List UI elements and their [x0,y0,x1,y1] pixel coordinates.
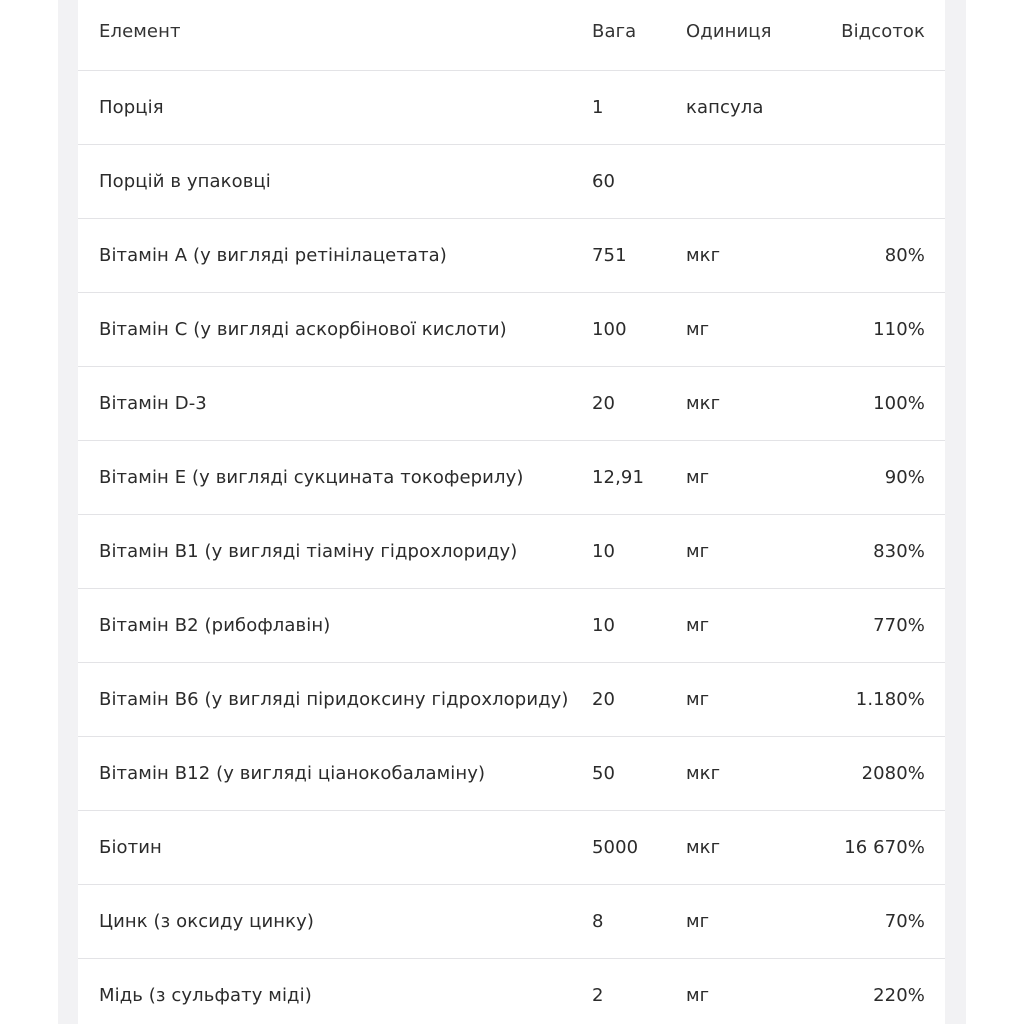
table-row [78,218,945,292]
cell-element: Вітамін B12 (у вигляді ціанокобаламіну) [99,762,486,784]
cell-weight: 10 [592,614,616,636]
cell-element: Біотин [99,836,162,858]
table-row [78,662,945,736]
cell-percent: 110% [873,318,925,340]
cell-percent: 100% [873,392,925,414]
table-row [78,144,945,218]
cell-element: Вітамін C (у вигляді аскорбінової кислоти) [99,318,507,340]
cell-percent: 90% [884,466,925,488]
cell-weight: 8 [592,910,604,932]
cell-weight: 10 [592,540,616,562]
table-header [78,0,945,70]
table-body [78,70,945,1024]
cell-element: Порція [99,96,164,118]
table-row [78,292,945,366]
cell-percent [804,144,945,218]
cell-element: Вітамін B2 (рибофлавін) [99,614,331,636]
cell-weight: 5000 [592,836,639,858]
cell-element: Порцій в упаковці [99,170,271,192]
table-row [78,70,945,144]
header-element: Елемент [99,21,181,43]
cell-percent: 70% [884,910,925,932]
cell-weight: 50 [592,762,616,784]
cell-unit: мг [686,688,710,710]
cell-element: Мідь (з сульфату міді) [99,984,312,1006]
cell-weight: 60 [592,170,616,192]
cell-weight: 12,91 [592,466,645,488]
cell-unit: мг [686,984,710,1006]
cell-percent: 770% [873,614,925,636]
cell-unit: мкг [686,392,721,414]
cell-percent: 16 670% [844,836,925,858]
cell-percent: 830% [873,540,925,562]
cell-weight: 100 [592,318,627,340]
nutrition-table [78,0,945,1024]
header-row [78,0,945,70]
table-row [78,958,945,1024]
header-percent: Відсоток [841,21,925,43]
cell-percent: 2080% [861,762,925,784]
table-row [78,514,945,588]
header-weight: Вага [592,21,637,43]
cell-weight: 1 [592,96,604,118]
cell-percent [804,70,945,144]
cell-unit: мкг [686,836,721,858]
cell-weight: 751 [592,244,627,266]
cell-unit: мкг [686,762,721,784]
table-row [78,736,945,810]
cell-weight: 20 [592,392,616,414]
table-row [78,810,945,884]
cell-unit: мг [686,466,710,488]
cell-unit: мг [686,910,710,932]
cell-unit: мкг [686,244,721,266]
cell-weight: 20 [592,688,616,710]
nutrition-card [78,0,945,1024]
cell-element: Вітамін E (у вигляді сукцината токоферилу) [99,466,524,488]
cell-unit [686,144,804,218]
cell-unit: мг [686,318,710,340]
table-row [78,440,945,514]
cell-element: Вітамін A (у вигляді ретінілацетата) [99,244,447,266]
cell-percent: 1.180% [855,688,925,710]
cell-unit: мг [686,614,710,636]
cell-element: Вітамін B6 (у вигляді піридоксину гідрохлориду) [99,688,569,710]
cell-unit: мг [686,540,710,562]
cell-percent: 220% [873,984,925,1006]
cell-unit: капсула [686,96,764,118]
cell-element: Вітамін D-3 [99,392,207,414]
header-unit: Одиниця [686,21,772,43]
cell-weight: 2 [592,984,604,1006]
cell-element: Цинк (з оксиду цинку) [99,910,315,932]
cell-element: Вітамін B1 (у вигляді тіаміну гідрохлориду) [99,540,518,562]
table-row [78,366,945,440]
table-row [78,588,945,662]
cell-percent: 80% [884,244,925,266]
table-row [78,884,945,958]
